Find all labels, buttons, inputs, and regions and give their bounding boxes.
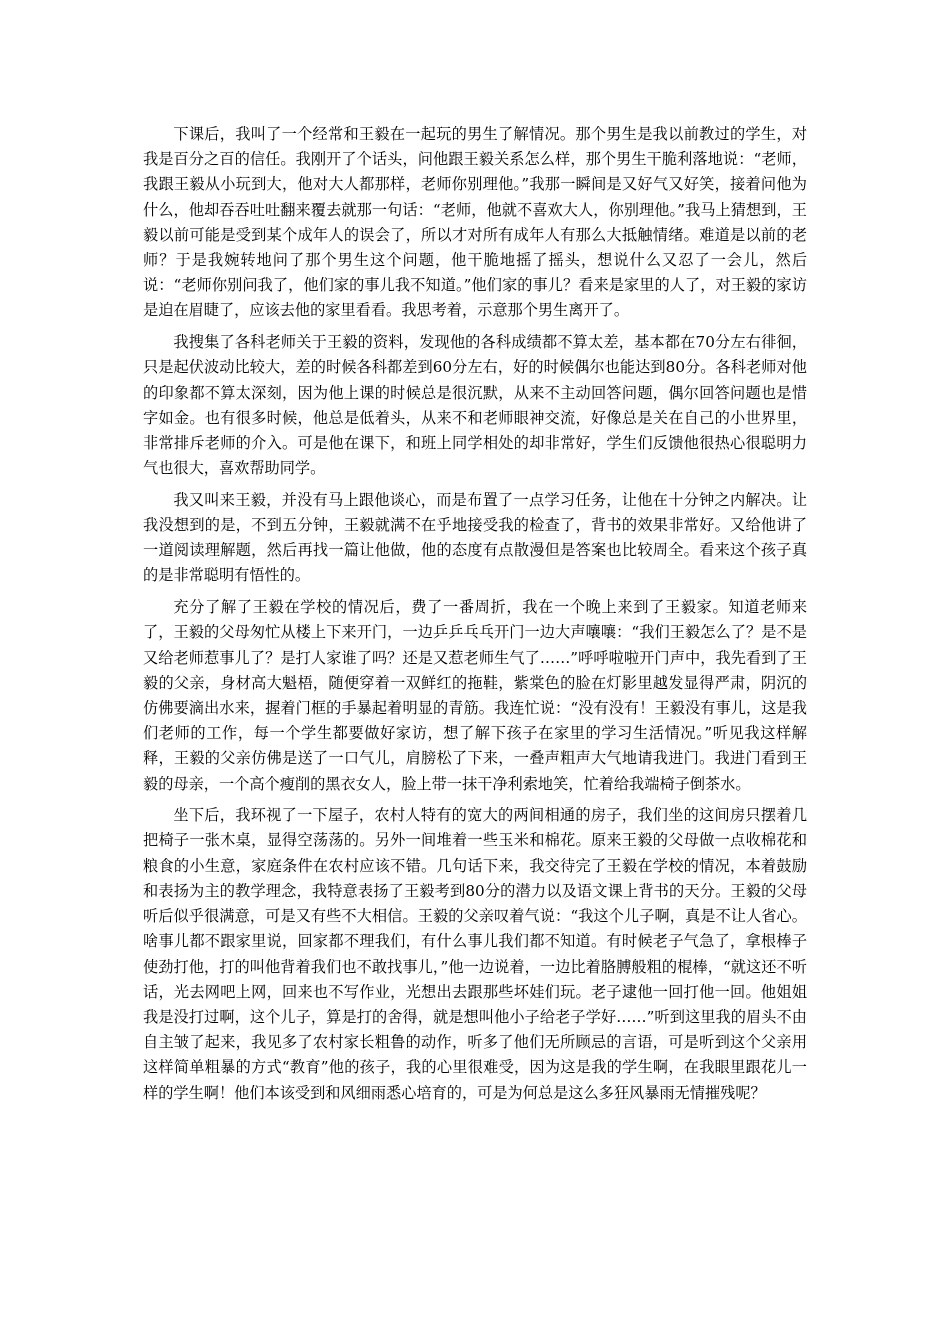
- paragraph-2: 我搜集了各科老师关于王毅的资料，发现他的各科成绩都不算太差，基本都在70分左右徘徊，只是起伏波动比较大，差的时候各科都差到60分左右，好的时候偶尔也能达到80分。各科老师对他的印象都不算太深刻，因为他上课的时候总是很沉默，从来不主动回答问题，偶尔回答问题也是惜字如金。也有很多时候，他总是低着头，从来不和老师眼神交流，好像总是关在自己的小世界里，非常排斥老师的介入。可是他在课下，和班上同学相处的却非常好，学生们反馈他很热心很聪明力气也很大，喜欢帮助同学。: [143, 333, 807, 478]
- document-body: [143, 122, 807, 1112]
- paragraph-1: 下课后，我叫了一个经常和王毅在一起玩的男生了解情况。那个男生是我以前教过的学生，对我是百分之百的信任。我刚开了个话头，问他跟王毅关系怎么样，那个男生干脆利落地说：“老师，我跟王毅从小玩到大，他对大人都那样，老师你别理他。”我那一瞬间是又好气又好笑，接着问他为什么，他却吞吞吐吐翻来覆去就那一句话：“老师，他就不喜欢大人，你别理他。”我马上猜想到，王毅以前可能是受到某个成年人的误会了，所以才对所有成年人有那么大抵触情绪。难道是以前的老师？于是我婉转地问了那个男生这个问题，他干脆地摇了摇头，想说什么又忍了一会儿，然后说：“老师你别问我了，他们家的事儿我不知道。”他们家的事儿？看来是家里的人了，对王毅的家访是迫在眉睫了，应该去他的家里看看。我思考着，示意那个男生离开了。: [143, 125, 807, 320]
- paragraph-4: 充分了解了王毅在学校的情况后，费了一番周折，我在一个晚上来到了王毅家。知道老师来了，王毅的父母匆忙从楼上下来开门，一边乒乒乓乓开门一边大声嚷嚷：“我们王毅怎么了？是不是又给老师惹事儿了？是打人家谁了吗？还是又惹老师生气了……”呼呼啦啦开门声中，我先看到了王毅的父亲，身材高大魁梧，随便穿着一双鲜红的拖鞋，紫棠色的脸在灯影里越发显得严肃，阴沉的仿佛要滴出水来，握着门框的手暴起着明显的青筋。我连忙说：“没有没有！王毅没有事儿，这是我们老师的工作，每一个学生都要做好家访，想了解下孩子在家里的学习生活情况。”听见我这样解释，王毅的父亲仿佛是送了一口气儿，肩膀松了下来，一叠声粗声大气地请我进门。我进门看到王毅的母亲，一个高个瘦削的黑衣女人，脸上带一抹干净利索地笑，忙着给我端椅子倒茶水。: [143, 598, 807, 793]
- paragraph-5: 坐下后，我环视了一下屋子，农村人特有的宽大的两间相通的房子，我们坐的这间房只摆着几把椅子一张木桌，显得空荡荡的。另外一间堆着一些玉米和棉花。原来王毅的父母做一点收棉花和粮食的小生意，家庭条件在农村应该不错。几句话下来，我交待完了王毅在学校的情况，本着鼓励和表扬为主的教学理念，我特意表扬了王毅考到80分的潜力以及语文课上背书的天分。王毅的父母听后似乎很满意，可是又有些不大相信。王毅的父亲叹着气说：“我这个儿子啊，真是不让人省心。啥事儿都不跟家里说，回家都不理我们，有什么事儿我们都不知道。有时候老子气急了，拿根棒子使劲打他，打的叫他背着我们也不敢找事儿，”他一边说着，一边比着胳膊般粗的棍棒，“就这还不听话，光去网吧上网，回来也不写作业，光想出去跟那些坏娃们玩。老子逮他一回打他一回。他姐姐我是没打过啊，这个儿子，算是打的舍得，就是想叫他小子给老子学好……”听到这里我的眉头不由自主皱了起来，我见多了农村家长粗鲁的动作，听多了他们无所顾忌的言语，可是听到这个父亲用这样简单粗暴的方式“教育”他的孩子，我的心里很难受，因为这是我的学生啊，在我眼里跟花儿一样的学生啊！他们本该受到和风细雨悉心培育的，可是为何总是这么多狂风暴雨无情摧残呢？: [143, 806, 807, 1102]
- paragraph-3: 我又叫来王毅，并没有马上跟他谈心，而是布置了一点学习任务，让他在十分钟之内解决。让我没想到的是，不到五分钟，王毅就满不在乎地接受我的检查了，背书的效果非常好。又给他讲了一道阅读理解题，然后再找一篇让他做，他的态度有点散漫但是答案也比较周全。看来这个孩子真的是非常聪明有悟性的。: [143, 490, 807, 585]
